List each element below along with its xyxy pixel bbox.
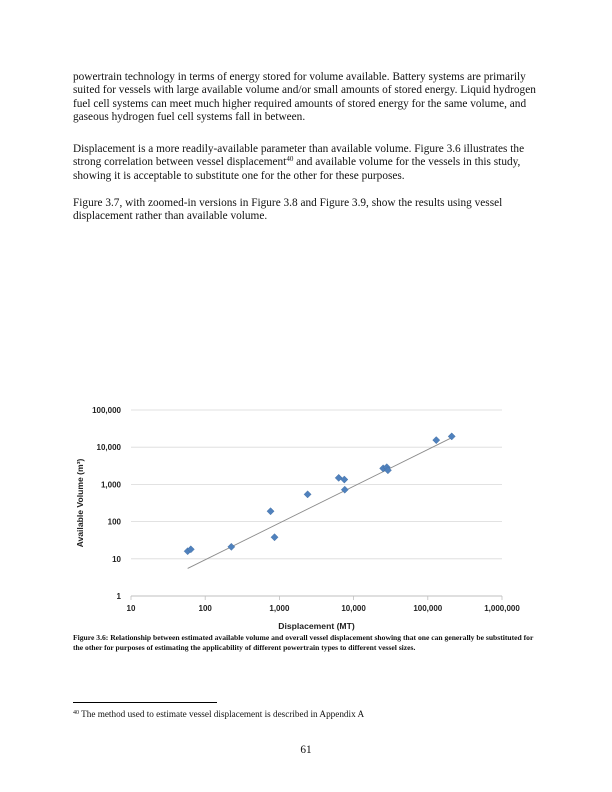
body-paragraph-2-text-b: and available volume for the vessels in this study, showing it is acceptable to substitute one for the other for these purposes. [73, 156, 521, 182]
data-point [267, 508, 274, 515]
y-tick-label: 1,000 [100, 480, 121, 490]
data-point [304, 491, 311, 498]
footnote [73, 709, 543, 720]
x-tick-label: 100 [198, 604, 212, 613]
x-tick-label: 10,000 [341, 604, 366, 613]
data-point [228, 543, 235, 550]
y-axis-title: Available Volume (m³) [75, 458, 85, 548]
chart-gridlines [131, 410, 502, 559]
data-point [341, 476, 348, 483]
x-axis-title: Displacement (MT) [278, 621, 355, 631]
footnote-text: The method used to estimate vessel displacement is described in Appendix A [79, 709, 365, 719]
x-tick-label: 1,000 [269, 604, 290, 613]
x-axis-ticks [127, 596, 521, 613]
x-tick-label: 10 [126, 604, 136, 613]
page-number: 61 [300, 744, 312, 756]
figure-caption: Figure 3.6: Relationship between estimated available volume and overall vessel displacement showing that one can generally be substituted for the other for purposes of estimating the applicability of different powertrain types to different vessel sizes. [73, 633, 534, 653]
x-tick-label: 100,000 [413, 604, 443, 613]
footnote-number: 40 [73, 710, 79, 716]
data-point [271, 534, 278, 541]
y-tick-label: 100,000 [92, 406, 121, 415]
footnote-reference[interactable]: 40 [286, 155, 294, 164]
y-tick-label: 10 [112, 554, 121, 564]
trendline [188, 438, 452, 569]
body-paragraph-3: Figure 3.7, with zoomed-in versions in Figure 3.8 and Figure 3.9, show the results using vessel displacement rather than available volume. [73, 197, 503, 223]
data-points [184, 433, 455, 555]
data-point [433, 437, 440, 444]
footnote-separator [73, 702, 217, 703]
y-tick-label: 10,000 [96, 443, 121, 453]
y-tick-label: 1 [116, 592, 121, 601]
y-tick-label: 100 [107, 517, 121, 527]
data-point [335, 474, 342, 481]
body-paragraph-2-text-a: Displacement is a more readily-available parameter than available volume. Figure 3.6 illustrates the strong correlation between vessel displacement [73, 143, 525, 169]
scatter-chart [72, 398, 542, 636]
body-paragraph-1: powertrain technology in terms of energy stored for volume available. Battery systems are primarily suited for vessels with large available volume and/or small amounts of stored energy. Liquid hydrogen fuel cell systems can meet much higher required amounts of stored energy for the same volume, and gaseous hydrogen fuel cell systems fall in between. [73, 71, 536, 124]
y-axis-ticks [92, 406, 121, 601]
x-tick-label: 1,000,000 [484, 604, 520, 613]
body-paragraph-2 [73, 143, 543, 183]
